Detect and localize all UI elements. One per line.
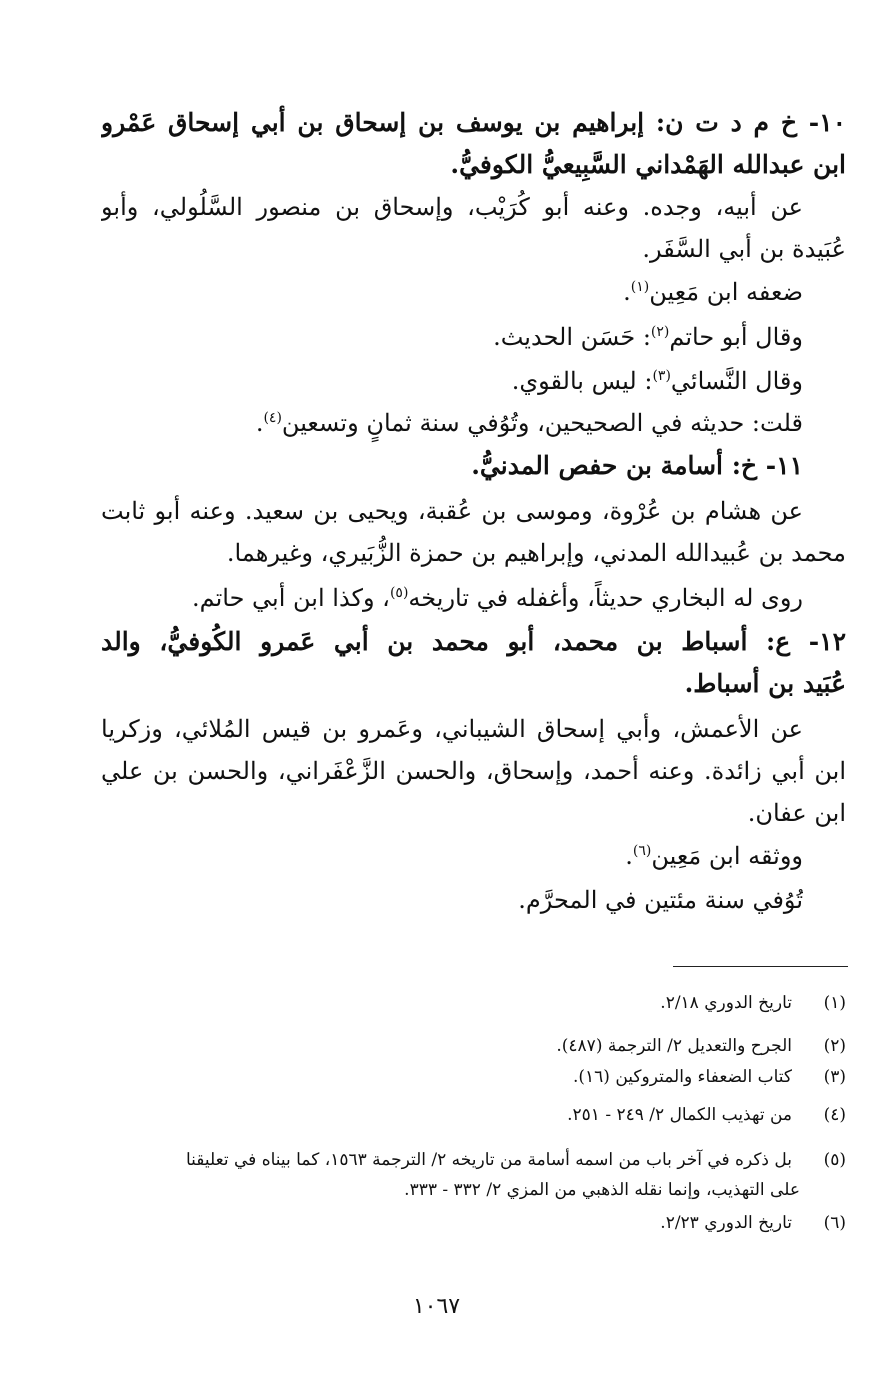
entry-10-heading: ١٠- خ م د ت ن: إبراهيم بن يوسف بن إسحاق بن أبي إسحاق عَمْرو (101, 108, 846, 137)
footnote-ref-6[interactable]: (٦) (632, 843, 652, 859)
entry-12-heading-cont: عُبَيد بن أسباط. (684, 669, 846, 698)
entry-10-nasai: وقال النَّسائي$^{(٣)}$: ليس بالقوي. (511, 367, 803, 395)
entry-12-paragraph-end: ابن عفان. (747, 799, 846, 827)
entry-12-death: تُوُفي سنة مئتين في المحرَّم. (518, 886, 803, 914)
entry-10-paragraph-cont: عُبَيدة بن أبي السَّفَر. (642, 235, 846, 263)
footnote-ref-2[interactable]: (٢) (650, 324, 670, 340)
footnote-5-cont: على التهذيب، وإنما نقله الذهبي من المزي ٢/ ٣٣٢ - ٣٣٣. (404, 1180, 800, 1200)
entry-10-weakness: ضعفه ابن مَعِين$^{(١)}$. (623, 278, 803, 306)
entry-10-abu-hatim: وقال أبو حاتم$^{(٢)}$: حَسَن الحديث. (493, 323, 803, 351)
entry-10-heading-cont: ابن عبدالله الهَمْداني السَّبِيعيُّ الكوفيُّ. (450, 150, 846, 179)
footnote-5: (٥)بل ذكره في آخر باب من اسمه أسامة من تاريخه ٢/ الترجمة ١٥٦٣، كما بيناه في تعليقنا (186, 1150, 846, 1170)
entry-12-paragraph: عن الأعمش، وأبي إسحاق الشيباني، وعَمرو بن قيس المُلائي، وزكريا (101, 715, 803, 743)
footnote-ref-5[interactable]: (٥) (389, 585, 409, 601)
page-number: ١٠٦٧ (412, 1294, 461, 1319)
entry-11-bukhari: روى له البخاري حديثاً، وأغفله في تاريخه$^{(٥)}$، وكذا ابن أبي حاتم. (191, 584, 803, 612)
footnote-ref-1[interactable]: (١) (630, 279, 650, 295)
entry-12-trust: ووثقه ابن مَعِين$^{(٦)}$. (625, 842, 803, 870)
entry-10-note: قلت: حديثه في الصحيحين، وتُوُفي سنة ثمانٍ وتسعين$^{(٤)}$. (255, 409, 803, 437)
entry-12-paragraph-cont: ابن أبي زائدة. وعنه أحمد، وإسحاق، والحسن الزَّعْفَراني، والحسن بن علي (101, 757, 846, 785)
entry-12-heading: ١٢- ع: أسباط بن محمد، أبو محمد بن أبي عَمرو الكُوفيُّ، والد (101, 627, 846, 656)
footnote-2: (٢)الجرح والتعديل ٢/ الترجمة (٤٨٧). (556, 1036, 846, 1056)
footnote-4: (٤)من تهذيب الكمال ٢/ ٢٤٩ - ٢٥١. (567, 1105, 846, 1125)
footnote-1: (١)تاريخ الدوري ٢/١٨. (660, 993, 846, 1013)
footnote-divider (673, 966, 848, 967)
entry-11-heading: ١١- خ: أسامة بن حفص المدنيُّ. (471, 451, 803, 480)
footnote-ref-3[interactable]: (٣) (652, 368, 671, 384)
footnote-3: (٣)كتاب الضعفاء والمتروكين (١٦). (572, 1067, 846, 1087)
footnote-ref-4[interactable]: (٤) (263, 410, 282, 426)
entry-11-paragraph-cont: محمد بن عُبيدالله المدني، وإبراهيم بن حمزة الزُّبَيري، وغيرهما. (226, 539, 846, 567)
entry-10-paragraph: عن أبيه، وجده. وعنه أبو كُرَيْب، وإسحاق بن منصور السَّلُولي، وأبو (101, 193, 803, 221)
footnote-6: (٦)تاريخ الدوري ٢/٢٣. (660, 1213, 846, 1233)
entry-11-paragraph: عن هشام بن عُرْوة، وموسى بن عُقبة، ويحيى بن سعيد. وعنه أبو ثابت (101, 497, 803, 525)
